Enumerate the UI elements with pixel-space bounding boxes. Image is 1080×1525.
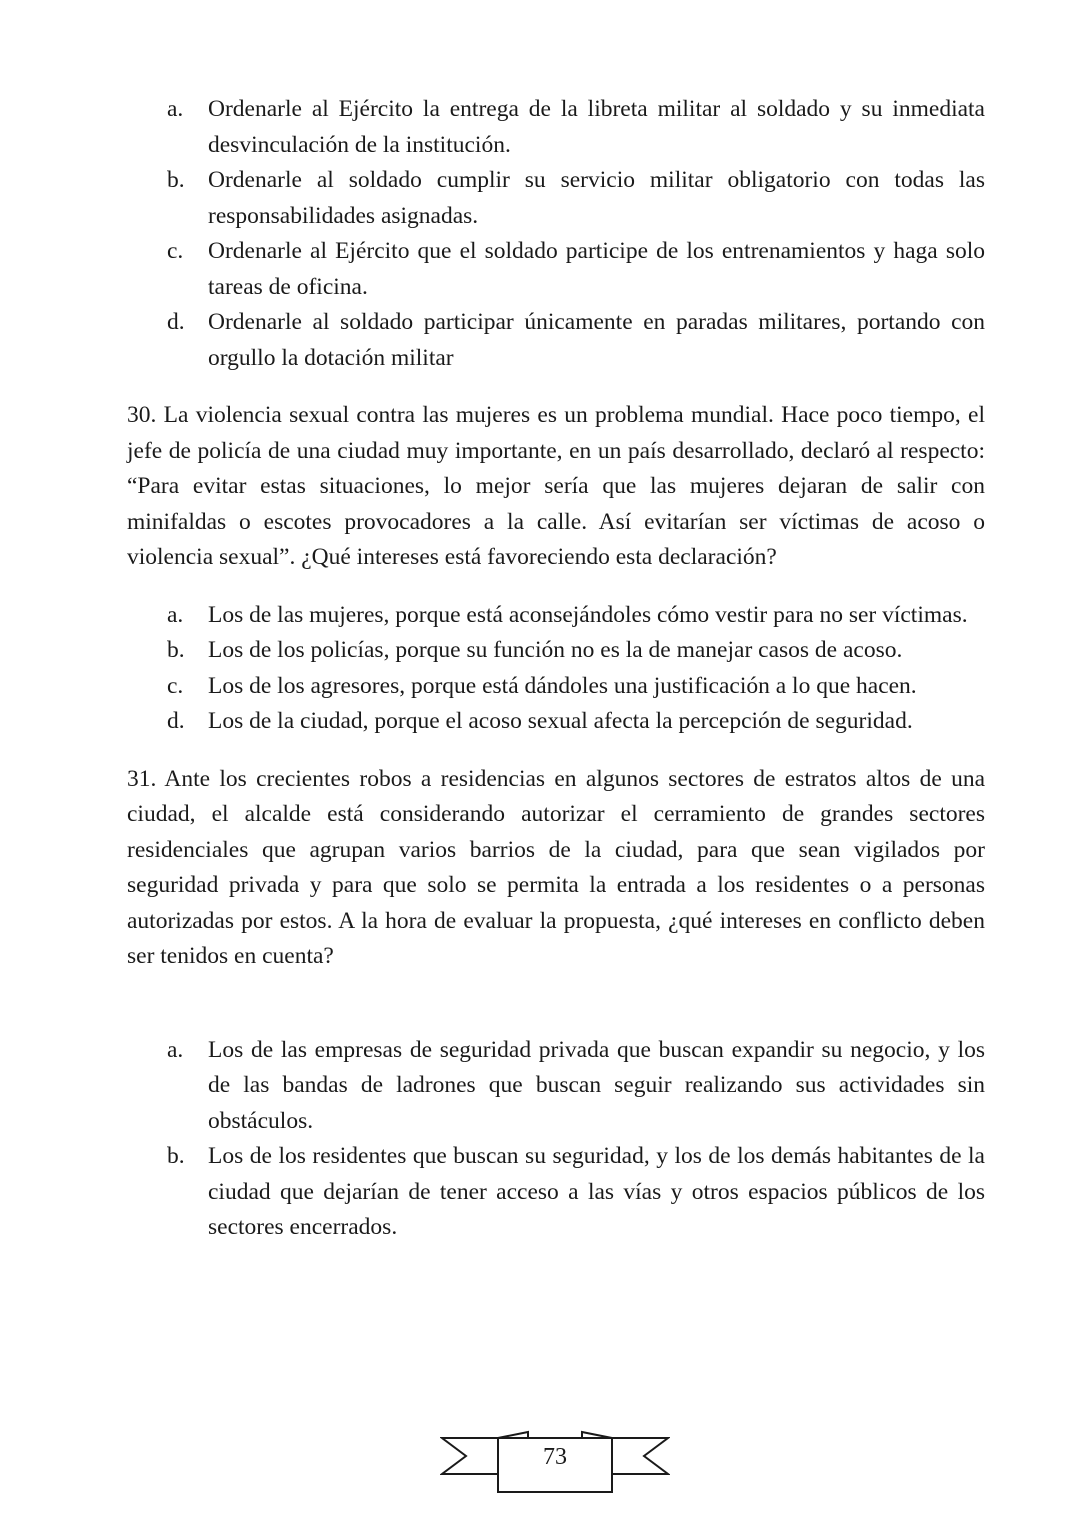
option-letter: a.	[167, 601, 184, 628]
list-item	[127, 669, 985, 705]
list-item	[127, 704, 985, 740]
page-number: 73	[543, 1444, 567, 1470]
option-text: Ordenarle al Ejército la entrega de la libreta militar al soldado y su inmediata desvinculación de la institución.	[208, 96, 985, 158]
list-item	[127, 598, 985, 634]
question-30-text: 30. La violencia sexual contra las mujeres es un problema mundial. Hace poco tiempo, el jefe de policía de una ciudad muy importante, en un país desarrollado, declaró al respecto: “Para evitar estas situaciones, lo mejor sería que las mujeres dejaran de salir con minifaldas o escotes provocadores a la calle. Así evitarían ser víctimas de acoso o violencia sexual”. ¿Qué intereses está favoreciendo esta declaración?	[127, 402, 985, 570]
option-text: Los de las mujeres, porque está aconsejándoles cómo vestir para no ser víctimas.	[208, 601, 968, 628]
option-text: Ordenarle al Ejército que el soldado participe de los entrenamientos y haga solo tareas de oficina.	[208, 238, 985, 300]
option-letter: d.	[167, 708, 185, 734]
list-item	[127, 92, 985, 163]
list-item	[127, 1033, 985, 1140]
option-letter: a.	[167, 1036, 184, 1063]
list-item	[127, 633, 985, 669]
option-letter: c.	[167, 672, 184, 699]
list-item	[127, 1139, 985, 1246]
list-item	[127, 234, 985, 305]
option-letter: b.	[167, 637, 185, 663]
list-item	[127, 163, 985, 234]
option-text: Ordenarle al soldado cumplir su servicio militar obligatorio con todas las responsabilidades asignadas.	[208, 167, 985, 229]
option-letter: d.	[167, 309, 185, 335]
question-30-options	[127, 598, 985, 740]
block1-options	[127, 92, 985, 376]
option-letter: b.	[167, 167, 185, 193]
option-text: Los de los residentes que buscan su seguridad, y los de los demás habitantes de la ciudad que dejarían de tener acceso a las vías y otros espacios públicos de los sectores encerrados.	[208, 1143, 985, 1240]
option-text: Los de los agresores, porque está dándoles una justificación a lo que hacen.	[208, 672, 917, 699]
option-text: Los de las empresas de seguridad privada que buscan expandir su negocio, y los de las bandas de ladrones que buscan seguir realizando sus actividades sin obstáculos.	[208, 1036, 985, 1134]
list-item	[127, 305, 985, 376]
option-text: Ordenarle al soldado participar únicamente en paradas militares, portando con orgullo la dotación militar	[208, 309, 985, 371]
page-footer	[440, 1428, 670, 1498]
option-letter: b.	[167, 1143, 185, 1169]
option-letter: c.	[167, 238, 184, 264]
option-text: Los de los policías, porque su función no es la de manejar casos de acoso.	[208, 637, 903, 663]
option-text: Los de la ciudad, porque el acoso sexual afecta la percepción de seguridad.	[208, 708, 913, 734]
question-31-text: 31. Ante los crecientes robos a residencias en algunos sectores de estratos altos de una ciudad, el alcalde está considerando autorizar el cerramiento de grandes sectores residenciales que agrupan varios barrios de la ciudad, para que sean vigilados por seguridad privada y para que solo se permita la entrada a los residentes o a personas autorizadas por estos. A la hora de evaluar la propuesta, ¿qué intereses en conflicto deben ser tenidos en cuenta?	[127, 765, 985, 969]
option-letter: a.	[167, 96, 184, 122]
question-31-options	[127, 1033, 985, 1246]
page-content	[127, 92, 985, 1246]
